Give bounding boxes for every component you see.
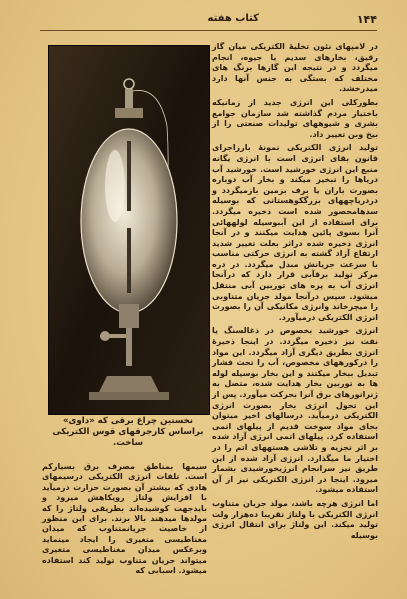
page-number: ۱۴۴	[356, 13, 377, 26]
lamp-photo	[48, 45, 210, 415]
right-text-column	[212, 42, 378, 544]
paragraph: بطورکلی این انرژی جدید از زمانیکه باختیار مردم گذاشته شد سازمان جوامع بشری و شیوههای تولیدات صنعتی را از بیخ وبن تغییر داد.	[212, 97, 378, 139]
bottom-left-text-column	[42, 462, 207, 576]
header-divider	[40, 30, 377, 31]
magazine-title: کتاب هفته	[207, 13, 259, 24]
paragraph: تولید انرژی الکتریکی نمونهٔ بارزاجرای قانون بقای انرژی است با انرژی یگانه منبع این انرژی خورشید است. خورشید آب دریاها را تبخیر میکند و بخار آب دوباره بصورت باران یا برف بزمین بازمیگردد و دردریاچههای بزرگکوهستانی که بوسیله سدهامحصور شده است ذخیره میگردد. برای استفاده از این آببوسیله لولههائی آنرا بسوی پائین هدایت میکنند و در آنجا انرژی ذخیره شده دراثر بعلت تغییر شدید ارتفاع آزاد گشته به انرژی حرکتی مناسب با سرعت جریانش مبدل میگردد. در دره مرکز تولید برقآبی قرار دارد که درآنجا انرژی آب به پره های توربین آبی منتقل میشود. سپس درآنجا مولد جریان متناوبی را میچرخاند وانرژی مکانیکی آن را بصورت انرژی الکتریکی درمیآورد.	[212, 143, 378, 322]
paragraph: سیمها بمناطق مصرف برق بسیارکم است. تلفات انرژی الکتریکی درسیمهای هادی که بیشتر آن بصورت حرارت درمیآید با افزایش ولتاژ رویکاهش میرود و بایدجهت کوشیده‌اند بطریقی ولتاژ را که مولدها میدهند بالا برند. برای این منظور از خاصیت جریانمتناوب که میدان مغناطیسی متغیری را ایجاد مینماید وبرعکس میدان مغناطیسی متغیری میتواند جریان متناوب تولید کند استفاده میشود. اسبابی که	[42, 462, 207, 576]
paragraph: انرژی خورشید بخصوص در ذغالسنگ یا نفت نیز ذخیره میگردد. در اینجا ذخیرهٔ انرژی بطریق دیگری آزاد میگردد. این مواد را درکورههای مخصوص، آب را تحت فشار تبدیل ببخار میکنند و این بخار بوسیله لوله ها به توربین بخار هدایت شده، متصل به ژنراتورهای برق آنرا بحرکت میآورد. پس از این تحول انرژی بخار بصورت انرژی الکتریکی درمیآید. درسالهای اخیر میتوان بجای مواد سوخت قدیم از پیلهای اتمی استفاده کرد. پیلهای اتمی انرژی آزاد شده بر اثر تجزیه و تلاشی هستههای اتم را در اختیار ما میگذارد. انرژی آزاد شده از این طریق نیز سرانجام انرژیخورشیدی بشمار میرود. اینجا در انرژی الکتریکی نیز از آن استفاده میشود.	[212, 326, 378, 495]
paragraph: در لامپهای نئون تخلیهٔ الکتریکی میان گاز رقیق، بخارهای سدیم یا جیوه، انجام میگردد و در نتیجه این گازها برنگ های مختلف که بستگی به جنس آنها دارد میدرخشد.	[212, 42, 378, 94]
arc-lamp-illustration	[49, 46, 209, 414]
paragraph: اما انرژی هرچه باشد، مولد جریان متناوب انرژی الکتریکی با ولتاژ تقریبا ده‌هزار ولت تولید میکند. این ولتاژ برای انتقال انرژی بوسیله	[212, 498, 378, 540]
figure-caption: نخستین چراغ برقی که «داوی» براساس کارجرقهای قوس الکتریکی ساخت.	[52, 416, 204, 448]
page-header	[40, 13, 377, 29]
